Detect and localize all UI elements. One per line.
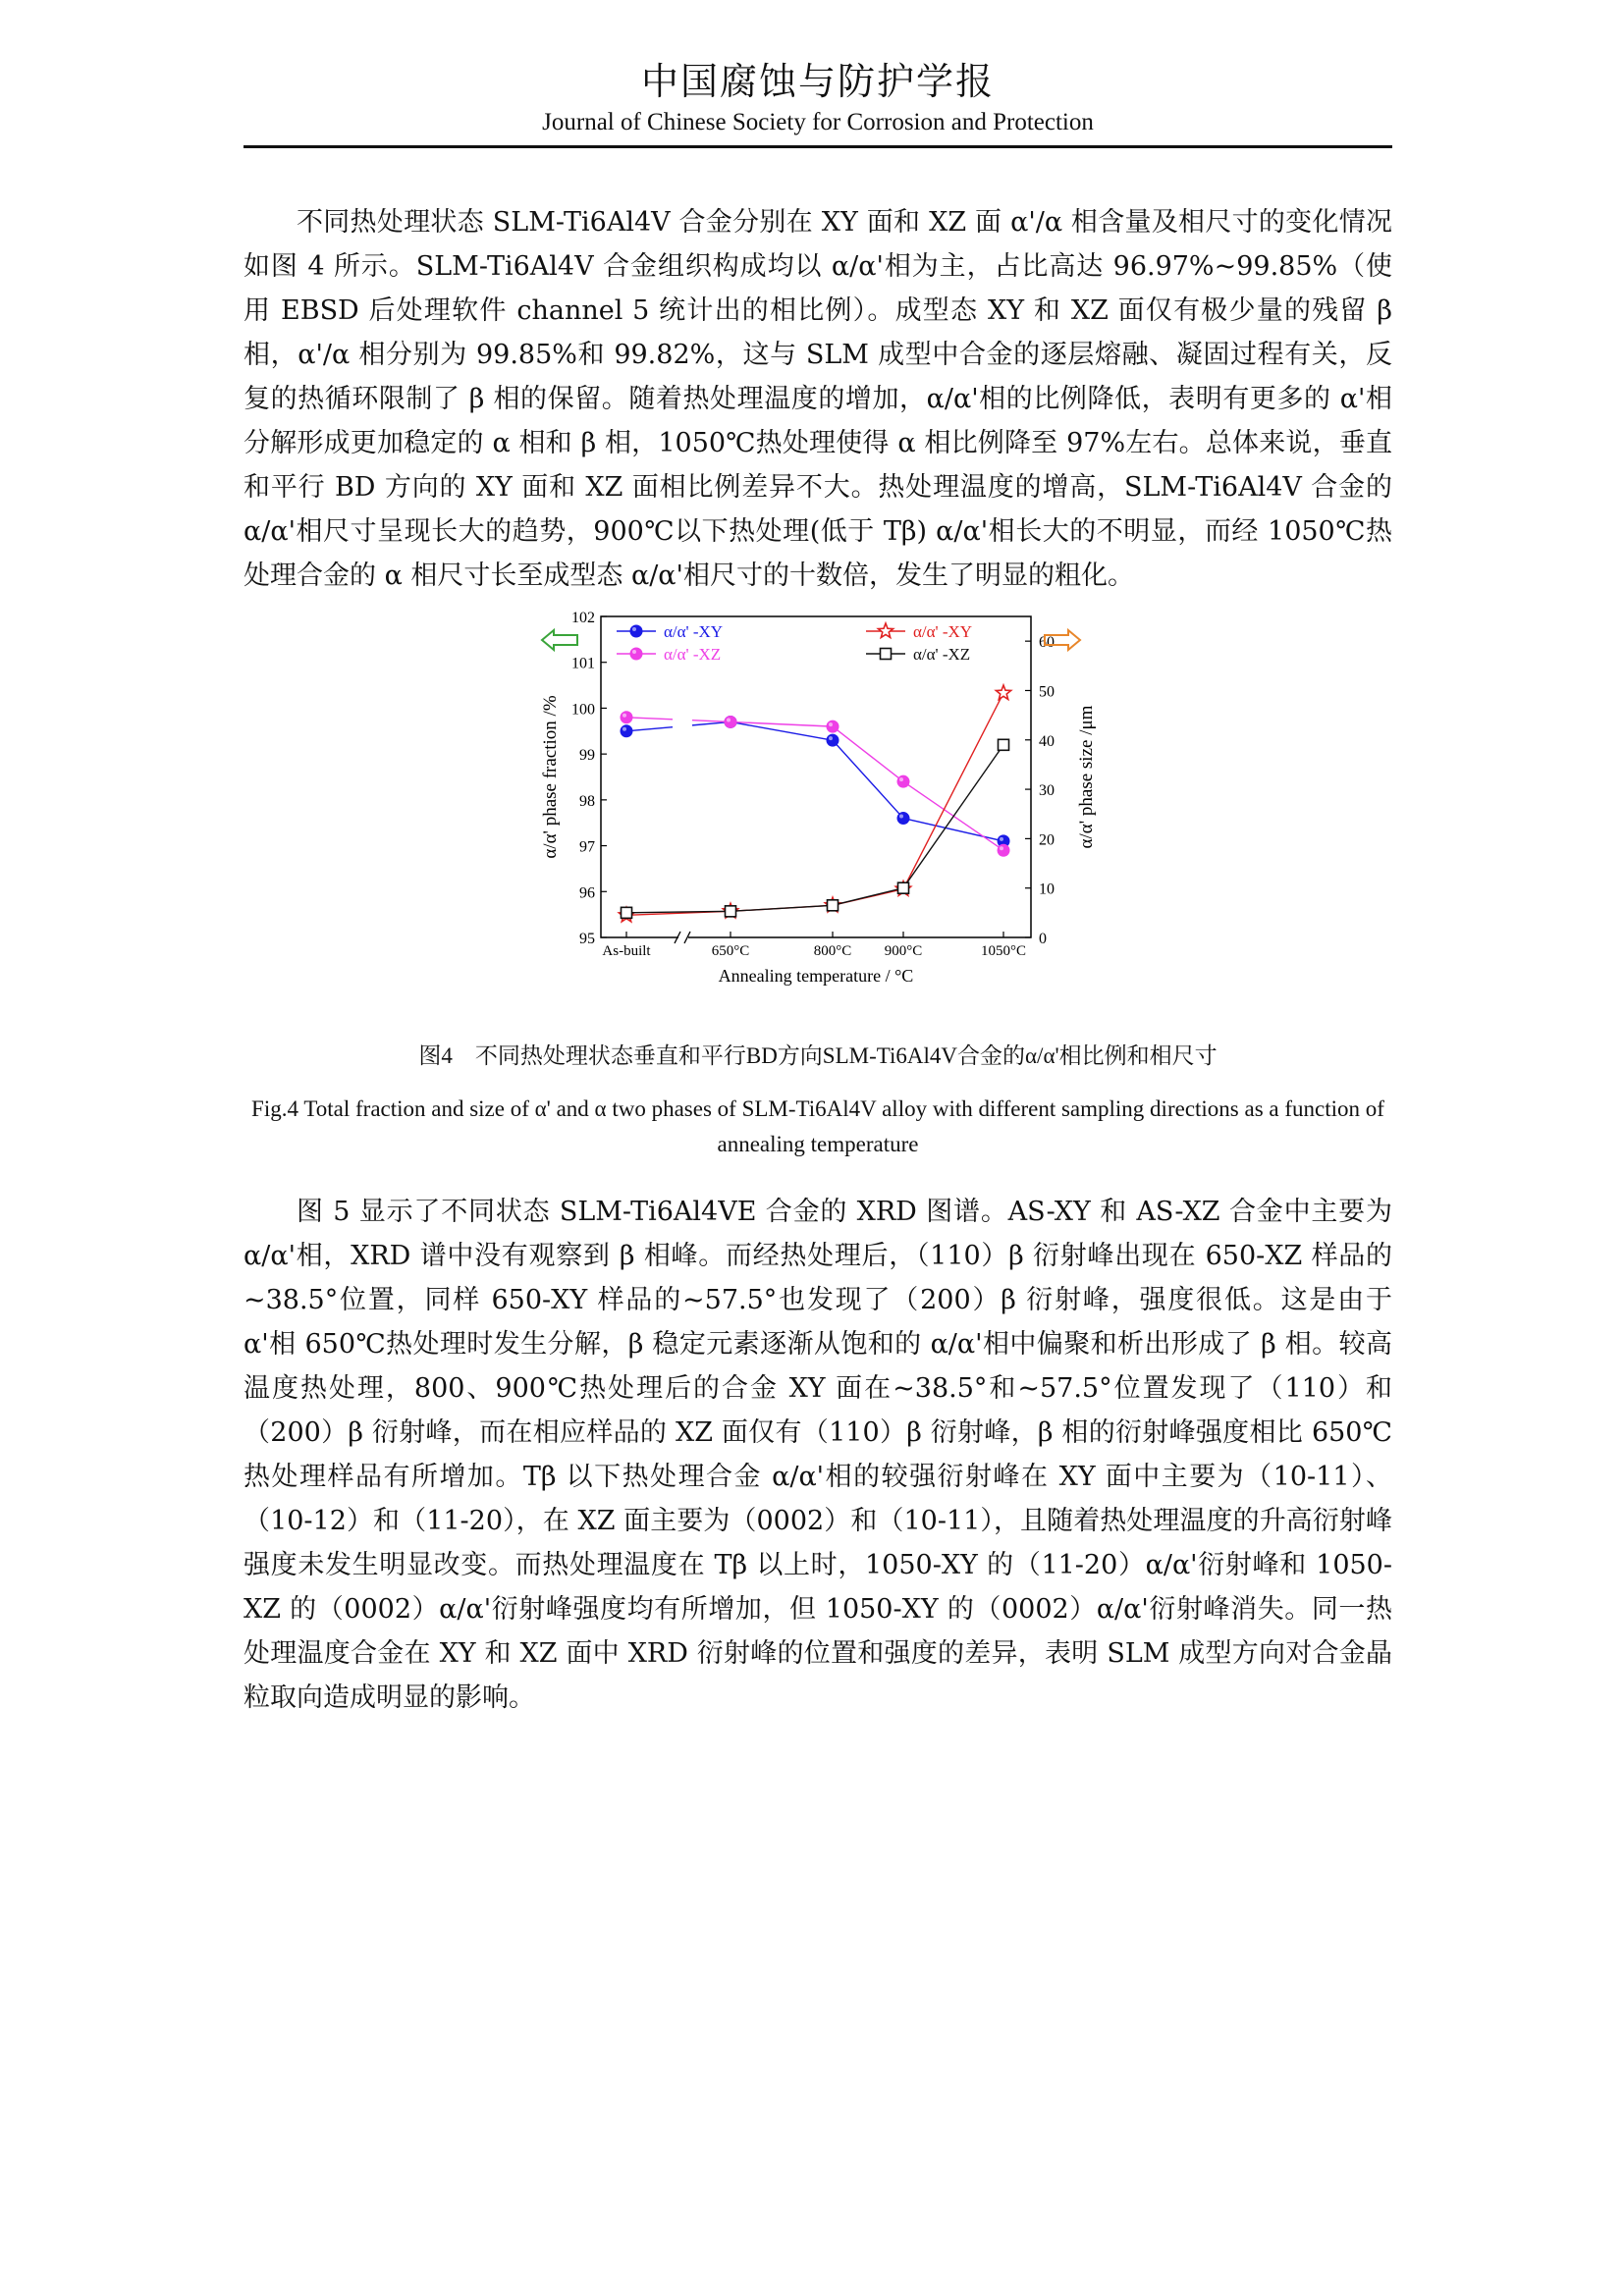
y-left-tick-label: 101	[571, 655, 595, 672]
journal-title-en: Journal of Chinese Society for Corrosion and Protection	[542, 109, 1094, 135]
data-point-highlight	[829, 736, 833, 740]
y-right-tick-label: 40	[1039, 732, 1055, 750]
data-point	[621, 725, 632, 737]
data-point	[897, 813, 909, 825]
legend-label: α/α' -XY	[664, 622, 724, 641]
data-point-highlight	[623, 727, 626, 731]
y-left-tick-label: 95	[579, 931, 595, 947]
y-left-tick-label: 98	[579, 792, 595, 810]
header-rule	[244, 145, 1392, 148]
y-right-tick-label: 30	[1039, 782, 1055, 800]
data-point	[998, 844, 1009, 856]
phase-chart	[530, 607, 1110, 999]
data-point-highlight	[829, 722, 833, 726]
y-right-axis-title: α/α' phase size /μm	[1076, 705, 1097, 849]
series-2	[619, 685, 1010, 922]
data-point	[881, 649, 892, 660]
legend-entry	[617, 645, 721, 664]
journal-title-cn: 中国腐蚀与防护学报	[640, 60, 995, 103]
data-point	[630, 625, 642, 637]
data-point	[898, 882, 909, 893]
y-left-tick-label: 96	[579, 884, 595, 902]
y-left-tick-label: 100	[571, 701, 595, 719]
series-0	[621, 716, 1009, 846]
data-point-highlight	[1000, 846, 1003, 850]
body-paragraph-1: 不同热处理状态 SLM-Ti6Al4V 合金分别在 XY 面和 XZ 面 α'/α 相含量及相尺寸的变化情况如图 4 所示。SLM-Ti6Al4V 合金组织构成均以 α/α'相为主，占比高达 96.97%~99.85%（使用 EBSD 后处理软件 channel 5 统计出的相比例）。成型态 XY 和 XZ 面仅有极少量的残留 β 相，α'/α 相分别为 99.85%和 99.82%，这与 SLM 成型中合金的逐层熔融、凝固过程有关，反复的热循环限制了 β 相的保留。随着热处理温度的增加，α/α'相的比例降低，表明有更多的 α'相分解形成更加稳定的 α 相和 β 相，1050℃热处理使得 α 相比例降至 97%左右。总体来说，垂直和平行 BD 方向的 XY 面和 XZ 面相比例差异不大。热处理温度的增高，SLM-Ti6Al4V 合金的 α/α'相尺寸呈现长大的趋势，900℃以下热处理(低于 Tβ) α/α'相长大的不明显，而经 1050℃热处理合金的 α 相尺寸长至成型态 α/α'相尺寸的十数倍，发生了明显的粗化。	[244, 207, 1392, 591]
y-right-tick-label: 0	[1039, 931, 1047, 947]
y-right-tick-label: 10	[1039, 881, 1055, 898]
plot-frame	[601, 616, 1031, 937]
data-point	[878, 623, 893, 637]
x-tick-label: 900°C	[884, 943, 923, 959]
legend-label: α/α' -XZ	[913, 645, 971, 664]
series-line-segment	[626, 718, 673, 720]
x-tick-label: 800°C	[813, 943, 852, 959]
data-point-highlight	[899, 815, 903, 819]
data-point-highlight	[727, 718, 731, 721]
series-1	[621, 712, 1009, 856]
series-line-segment	[833, 740, 903, 818]
body-paragraph-2: 图 5 显示了不同状态 SLM-Ti6Al4VE 合金的 XRD 图谱。AS-XY 和 AS-XZ 合金中主要为 α/α'相，XRD 谱中没有观察到 β 相峰。而经热处理后，（110）β 衍射峰出现在 650-XZ 样品的~38.5°位置，同样 650-XY 样品的~57.5°也发现了（200）β 衍射峰，强度很低。这是由于 α'相 650℃热处理时发生分解，β 稳定元素逐渐从饱和的 α/α'相中偏聚和析出形成了 β 相。较高温度热处理，800、900℃热处理后的合金 XY 面在~38.5°和~57.5°位置发现了（110）和（200）β 衍射峰，而在相应样品的 XZ 面仅有（110）β 衍射峰，β 相的衍射峰强度相比 650℃热处理样品有所增加。Tβ 以下热处理合金 α/α'相的较强衍射峰在 XY 面中主要为（10-11）、（10-12）和（11-20），在 XZ 面主要为（0002）和（10-11），且随着热处理温度的升高衍射峰强度未发生明显改变。而热处理温度在 Tβ 以上时，1050-XY 的（11-20）α/α'衍射峰和 1050-XZ 的（0002）α/α'衍射峰强度均有所增加，但 1050-XY 的（0002）α/α'衍射峰消失。同一热处理温度合金在 XY 和 XZ 面中 XRD 衍射峰的位置和强度的差异，表明 SLM 成型方向对合金晶粒取向造成明显的影响。	[244, 1197, 1392, 1713]
legend-label: α/α' -XZ	[664, 645, 722, 664]
data-point	[827, 721, 839, 732]
left-axis-arrow-icon	[542, 630, 577, 650]
data-point	[827, 734, 839, 746]
data-point	[621, 712, 632, 723]
data-point	[622, 907, 632, 918]
series-line-segment	[626, 727, 673, 731]
data-point	[726, 906, 736, 917]
data-point-highlight	[632, 650, 636, 654]
data-point	[999, 739, 1009, 750]
x-axis-title: Annealing temperature / °C	[718, 966, 914, 986]
y-left-tick-label: 99	[579, 747, 595, 765]
chart-legend	[617, 622, 972, 664]
x-tick-label: 1050°C	[980, 943, 1027, 959]
legend-entry	[617, 622, 723, 641]
chart-marks	[619, 685, 1010, 922]
chart-axes	[540, 610, 1097, 986]
data-point-highlight	[899, 777, 903, 781]
series-line-segment	[833, 726, 903, 781]
data-point-highlight	[632, 627, 636, 631]
y-right-tick-label: 20	[1039, 831, 1055, 849]
x-tick-label: As-built	[602, 943, 651, 959]
figure-4	[530, 607, 1110, 999]
data-point	[630, 648, 642, 660]
figure-caption-cn: 图4 不同热处理状态垂直和平行BD方向SLM-Ti6Al4V合金的α/α'相比例和相尺寸	[418, 1043, 1218, 1068]
y-left-tick-label: 102	[571, 610, 595, 626]
figure-caption-en: Fig.4 Total fraction and size of α' and α two phases of SLM-Ti6Al4V alloy with different sampling directions as a function of annealing temperature	[251, 1096, 1384, 1156]
data-point-highlight	[623, 714, 626, 718]
legend-entry	[866, 622, 972, 641]
journal-header	[244, 57, 1392, 139]
data-point	[996, 685, 1010, 699]
data-point	[725, 716, 736, 727]
legend-label: α/α' -XY	[913, 622, 973, 641]
x-tick-label: 650°C	[711, 943, 750, 959]
legend-entry	[866, 645, 970, 664]
y-right-tick-label: 50	[1039, 683, 1055, 701]
series-line-segment	[903, 819, 1003, 841]
data-point	[828, 900, 839, 911]
data-point-highlight	[1000, 837, 1003, 841]
y-left-tick-label: 97	[579, 838, 595, 856]
y-left-axis-title: α/α' phase fraction /%	[540, 695, 561, 859]
y-right-tick-label: 60	[1039, 634, 1055, 652]
data-point	[897, 775, 909, 787]
